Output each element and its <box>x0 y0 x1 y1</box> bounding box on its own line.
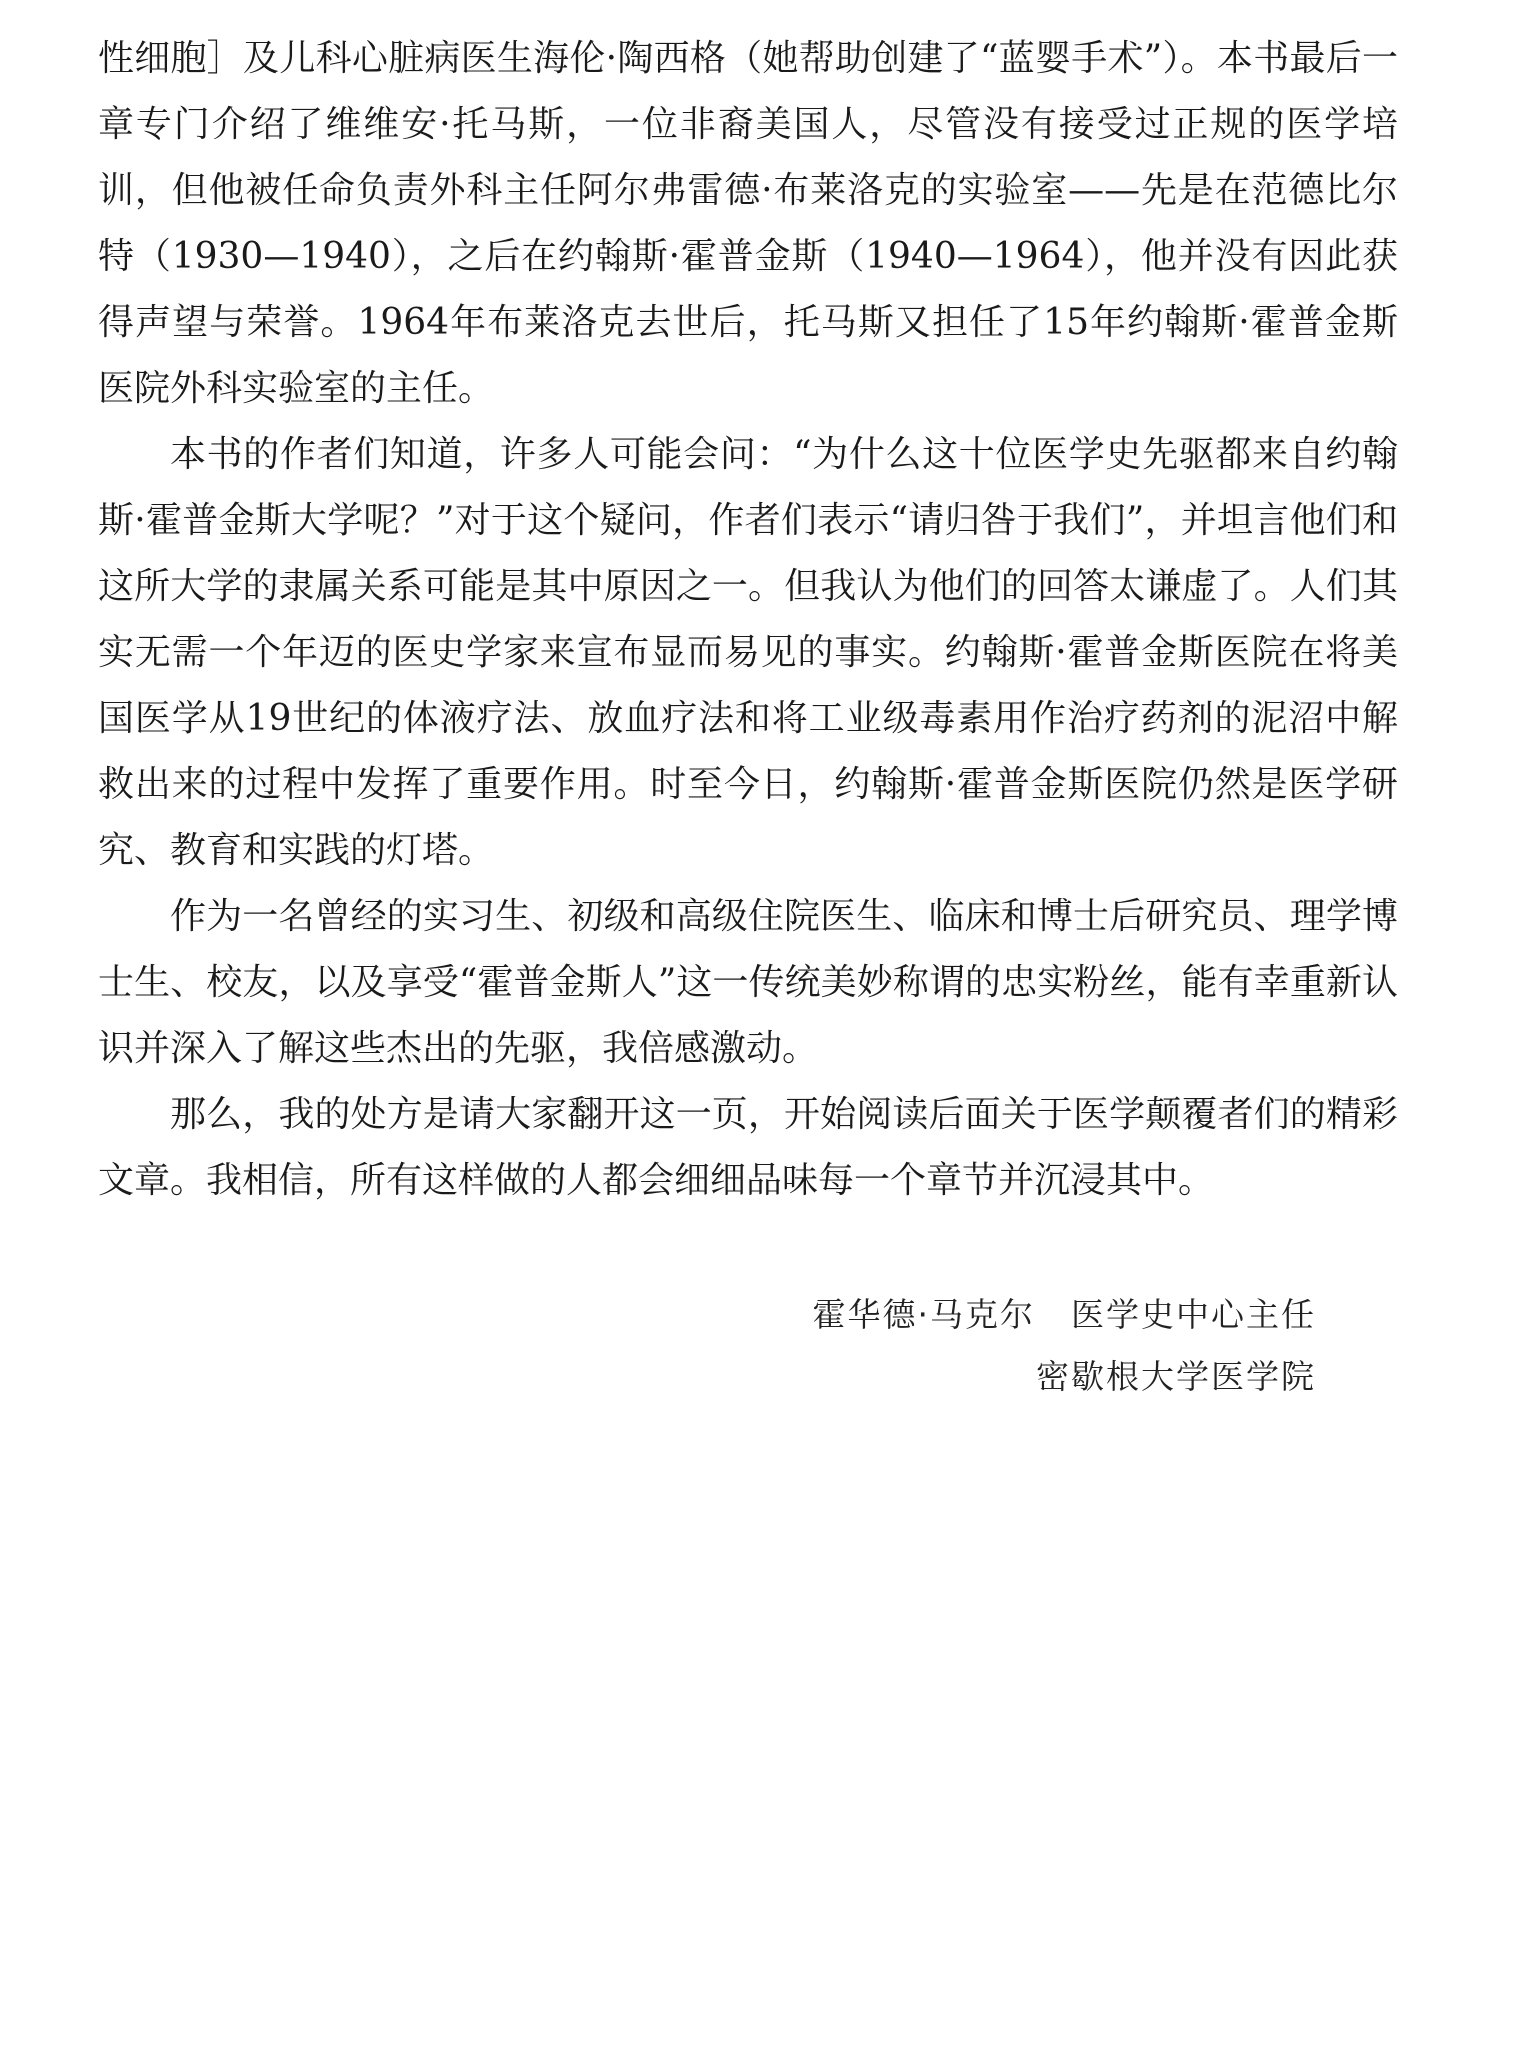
signature-line-1 <box>813 1284 1317 1346</box>
paragraph-2: 本书的作者们知道，许多人可能会问：“为什么这十位医学史先驱都来自约翰斯·霍普金斯大学呢？”对于这个疑问，作者们表示“请归咎于我们”，并坦言他们和这所大学的隶属关系可能是其中原因之一。但我认为他们的回答太谦虚了。人们其实无需一个年迈的医史学家来宣布显而易见的事实。约翰斯·霍普金斯医院在将美国医学从19世纪的体液疗法、放血疗法和将工业级毒素用作治疗药剂的泥沼中解救出来的过程中发挥了重要作用。时至今日，约翰斯·霍普金斯医院仍然是医学研究、教育和实践的灯塔。 <box>98 434 1398 871</box>
signature-block <box>813 1284 1317 1408</box>
author-name: 霍华德·马克尔 <box>812 1295 1035 1334</box>
author-title: 医学史中心主任 <box>1071 1295 1316 1334</box>
paragraph-3: 作为一名曾经的实习生、初级和高级住院医生、临床和博士后研究员、理学博士生、校友，以及享受“霍普金斯人”这一传统美妙称谓的忠实粉丝，能有幸重新认识并深入了解这些杰出的先驱，我倍感激动。 <box>98 896 1398 1069</box>
author-institution: 密歇根大学医学院 <box>1036 1357 1316 1396</box>
paragraph-4: 那么，我的处方是请大家翻开这一页，开始阅读后面关于医学颠覆者们的精彩文章。我相信，所有这样做的人都会细细品味每一个章节并沉浸其中。 <box>98 1094 1398 1201</box>
body-text <box>98 26 1398 1214</box>
paragraph-1: 性细胞］及儿科心脏病医生海伦·陶西格（她帮助创建了“蓝婴手术”）。本书最后一章专门介绍了维维安·托马斯，一位非裔美国人，尽管没有接受过正规的医学培训，但他被任命负责外科主任阿尔弗雷德·布莱洛克的实验室——先是在范德比尔特（1930—1940），之后在约翰斯·霍普金斯（1940—1964），他并没有因此获得声望与荣誉。1964年布莱洛克去世后，托马斯又担任了15年约翰斯·霍普金斯医院外科实验室的主任。 <box>98 38 1398 409</box>
